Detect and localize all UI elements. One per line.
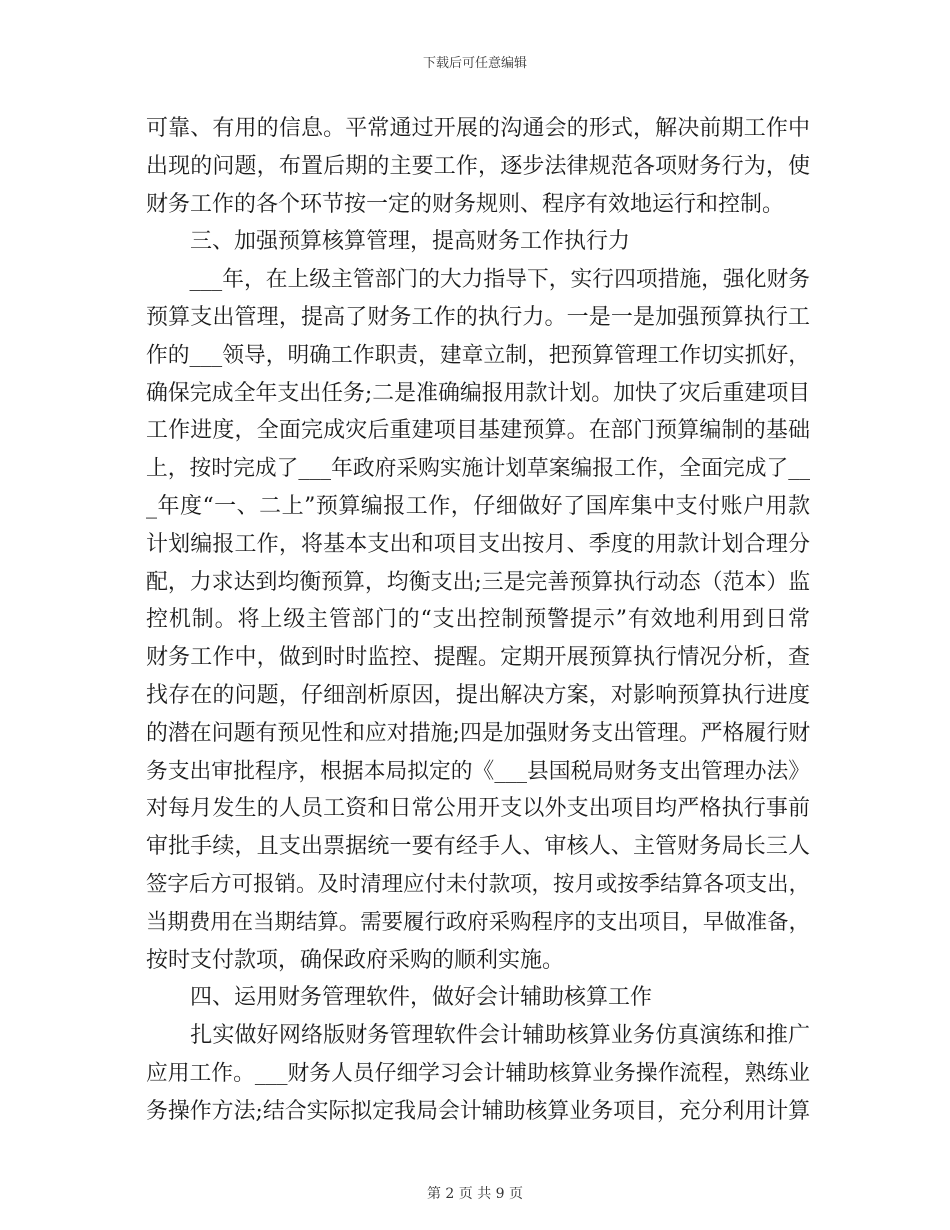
text-line: 工作进度，全面完成灾后重建项目基建预算。在部门预算编制的基础: [146, 418, 810, 444]
text-line: 扎实做好网络版财务管理软件会计辅助核算业务仿真演练和推广: [146, 1023, 810, 1049]
page-footer: 第 2 页 共 9 页: [426, 1186, 524, 1202]
text-line: ___年，在上级主管部门的大力指导下，实行四项措施，强化财务: [146, 267, 810, 293]
text-line: 财务工作中，做到时时监控、提醒。定期开展预算执行情况分析，查: [146, 645, 810, 671]
text-line: 可靠、有用的信息。平常通过开展的沟通会的形式，解决前期工作中: [146, 116, 810, 141]
document-body: [146, 110, 810, 1131]
text-line: 找存在的问题，仔细剖析原因，提出解决方案，对影响预算执行进度: [146, 682, 810, 708]
page-header: 下载后可任意编辑: [422, 56, 527, 71]
text-line: 出现的问题，布置后期的主要工作，逐步法律规范各项财务行为，使: [146, 153, 810, 179]
text-line: 四、运用财务管理软件，做好会计辅助核算工作: [146, 985, 653, 1011]
text-line: 应用工作。___财务人员仔细学习会计辅助核算业务操作流程，熟练业: [146, 1060, 810, 1086]
text-line: 控机制。将上级主管部门的“支出控制预警提示”有效地利用到日常: [146, 607, 810, 633]
text-line: 作的___领导，明确工作职责，建章立制，把预算管理工作切实抓好，: [146, 342, 810, 368]
text-line: 预算支出管理，提高了财务工作的执行力。一是一是加强预算执行工: [146, 304, 810, 330]
text-line: 计划编报工作，将基本支出和项目支出按月、季度的用款计划合理分: [146, 531, 810, 557]
text-line: 签字后方可报销。及时清理应付未付款项，按月或按季结算各项支出，: [146, 871, 810, 897]
text-line: 确保完成全年支出任务;二是准确编报用款计划。加快了灾后重建项目: [146, 380, 811, 406]
text-line: 上，按时完成了___年政府采购实施计划草案编报工作，全面完成了__: [146, 456, 810, 482]
text-line: 财务工作的各个环节按一定的财务规则、程序有效地运行和控制。: [146, 191, 785, 217]
text-line: 当期费用在当期结算。需要履行政府采购程序的支出项目，早做准备，: [146, 909, 810, 935]
text-line: 的潜在问题有预见性和应对措施;四是加强财务支出管理。严格履行财: [146, 720, 811, 746]
text-line: 配，力求达到均衡预算，均衡支出;三是完善预算执行动态（范本）监: [146, 569, 811, 595]
text-line: 三、加强预算核算管理，提高财务工作执行力: [146, 229, 631, 255]
text-line: 审批手续，且支出票据统一要有经手人、审核人、主管财务局长三人: [146, 834, 810, 860]
text-line: 务支出审批程序，根据本局拟定的《___县国税局财务支出管理办法》: [146, 758, 810, 784]
text-line: 务操作方法;结合实际拟定我局会计辅助核算业务项目，充分利用计算: [146, 1098, 811, 1124]
text-line: 按时支付款项，确保政府采购的顺利实施。: [146, 947, 565, 973]
text-line: _年度“一、二上”预算编报工作，仔细做好了国库集中支付账户用款: [146, 493, 810, 519]
text-line: 对每月发生的人员工资和日常公用开支以外支出项目均严格执行事前: [146, 796, 810, 822]
